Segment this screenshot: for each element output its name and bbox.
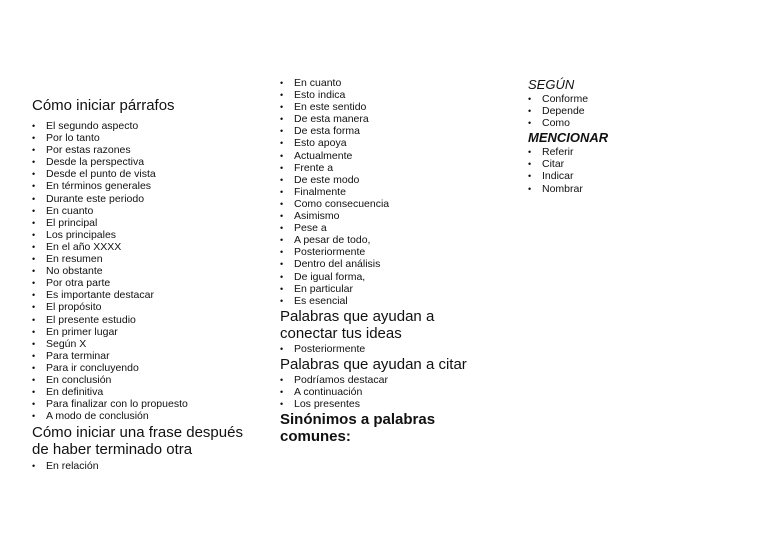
list-item: • Depende: [528, 105, 728, 117]
list-item: • Podríamos destacar: [280, 374, 510, 386]
heading-line: Sinónimos a palabras: [280, 411, 436, 429]
list-item: • Posteriormente: [280, 246, 510, 258]
list-item: • Según X: [32, 338, 272, 350]
list-item: • Es importante destacar: [32, 289, 272, 301]
list-item: • Desde el punto de vista: [32, 168, 272, 180]
list-item: • A continuación: [280, 386, 510, 398]
list-item: • Desde la perspectiva: [32, 156, 272, 168]
list-item: • En el año XXXX: [32, 241, 272, 253]
list-item: • Para finalizar con lo propuesto: [32, 398, 272, 410]
list-item: • Por otra parte: [32, 277, 272, 289]
list-item: • Como consecuencia: [280, 198, 510, 210]
list-item: • Esto apoya: [280, 137, 510, 149]
column-middle: [280, 0, 510, 445]
list-item: • El propósito: [32, 301, 272, 313]
list-item: • Es esencial: [280, 295, 510, 307]
list-item: • El principal: [32, 217, 272, 229]
heading-como-iniciar-parrafos: Cómo iniciar párrafos: [32, 97, 175, 114]
list-item: • A pesar de todo,: [280, 234, 510, 246]
list-iniciar-frase: [32, 460, 272, 472]
list-item: • Posteriormente: [280, 343, 510, 355]
column-right: [528, 0, 728, 195]
list-item: • Dentro del análisis: [280, 258, 510, 270]
heading-line: Palabras que ayudan a: [280, 307, 435, 325]
list-item: • En cuanto: [32, 205, 272, 217]
heading-sinonimos: [280, 411, 510, 445]
list-item: • En relación: [32, 460, 272, 472]
list-item: • El segundo aspecto: [32, 120, 272, 132]
list-item: • Conforme: [528, 93, 728, 105]
list-item: • De este modo: [280, 174, 510, 186]
list-item: • A modo de conclusión: [32, 410, 272, 422]
heading-como-iniciar-frase: [32, 424, 272, 458]
list-item: • En particular: [280, 283, 510, 295]
list-item: • No obstante: [32, 265, 272, 277]
list-item: • Por estas razones: [32, 144, 272, 156]
list-item: • En resumen: [32, 253, 272, 265]
list-conectores: [280, 77, 510, 307]
heading-segun: SEGÚN: [528, 77, 575, 92]
list-item: • Como: [528, 117, 728, 129]
list-item: • Finalmente: [280, 186, 510, 198]
list-item: • De esta forma: [280, 125, 510, 137]
heading-line: comunes:: [280, 428, 351, 446]
list-citar: [280, 374, 510, 410]
heading-palabras-citar: Palabras que ayudan a citar: [280, 355, 467, 373]
list-item: • Indicar: [528, 170, 728, 182]
list-item: • Referir: [528, 146, 728, 158]
heading-line: Cómo iniciar una frase después: [32, 424, 243, 442]
list-item: • Para ir concluyendo: [32, 362, 272, 374]
list-item: • Los principales: [32, 229, 272, 241]
heading-line: conectar tus ideas: [280, 324, 402, 342]
list-item: • En conclusión: [32, 374, 272, 386]
list-item: • Pese a: [280, 222, 510, 234]
list-item: • De igual forma,: [280, 271, 510, 283]
list-item: • Por lo tanto: [32, 132, 272, 144]
heading-palabras-conectar: [280, 308, 510, 342]
heading-line: de haber terminado otra: [32, 441, 193, 459]
list-item: • De esta manera: [280, 113, 510, 125]
list-item: • Frente a: [280, 162, 510, 174]
list-item: • Asimismo: [280, 210, 510, 222]
list-item: • En definitiva: [32, 386, 272, 398]
list-item: • Durante este periodo: [32, 193, 272, 205]
list-item: • El presente estudio: [32, 314, 272, 326]
list-item: • Para terminar: [32, 350, 272, 362]
list-item: • Actualmente: [280, 150, 510, 162]
list-item: • En este sentido: [280, 101, 510, 113]
list-item: • En primer lugar: [32, 326, 272, 338]
column-left: [32, 0, 272, 472]
list-item: • Citar: [528, 158, 728, 170]
heading-mencionar: MENCIONAR: [528, 130, 609, 146]
list-conectar-ideas: [280, 343, 510, 355]
list-item: • Esto indica: [280, 89, 510, 101]
list-segun: [528, 93, 728, 129]
list-mencionar: [528, 146, 728, 194]
list-iniciar-parrafos: [32, 120, 272, 422]
list-item: • En cuanto: [280, 77, 510, 89]
list-item: • En términos generales: [32, 180, 272, 192]
list-item: • Nombrar: [528, 183, 728, 195]
list-item: • Los presentes: [280, 398, 510, 410]
